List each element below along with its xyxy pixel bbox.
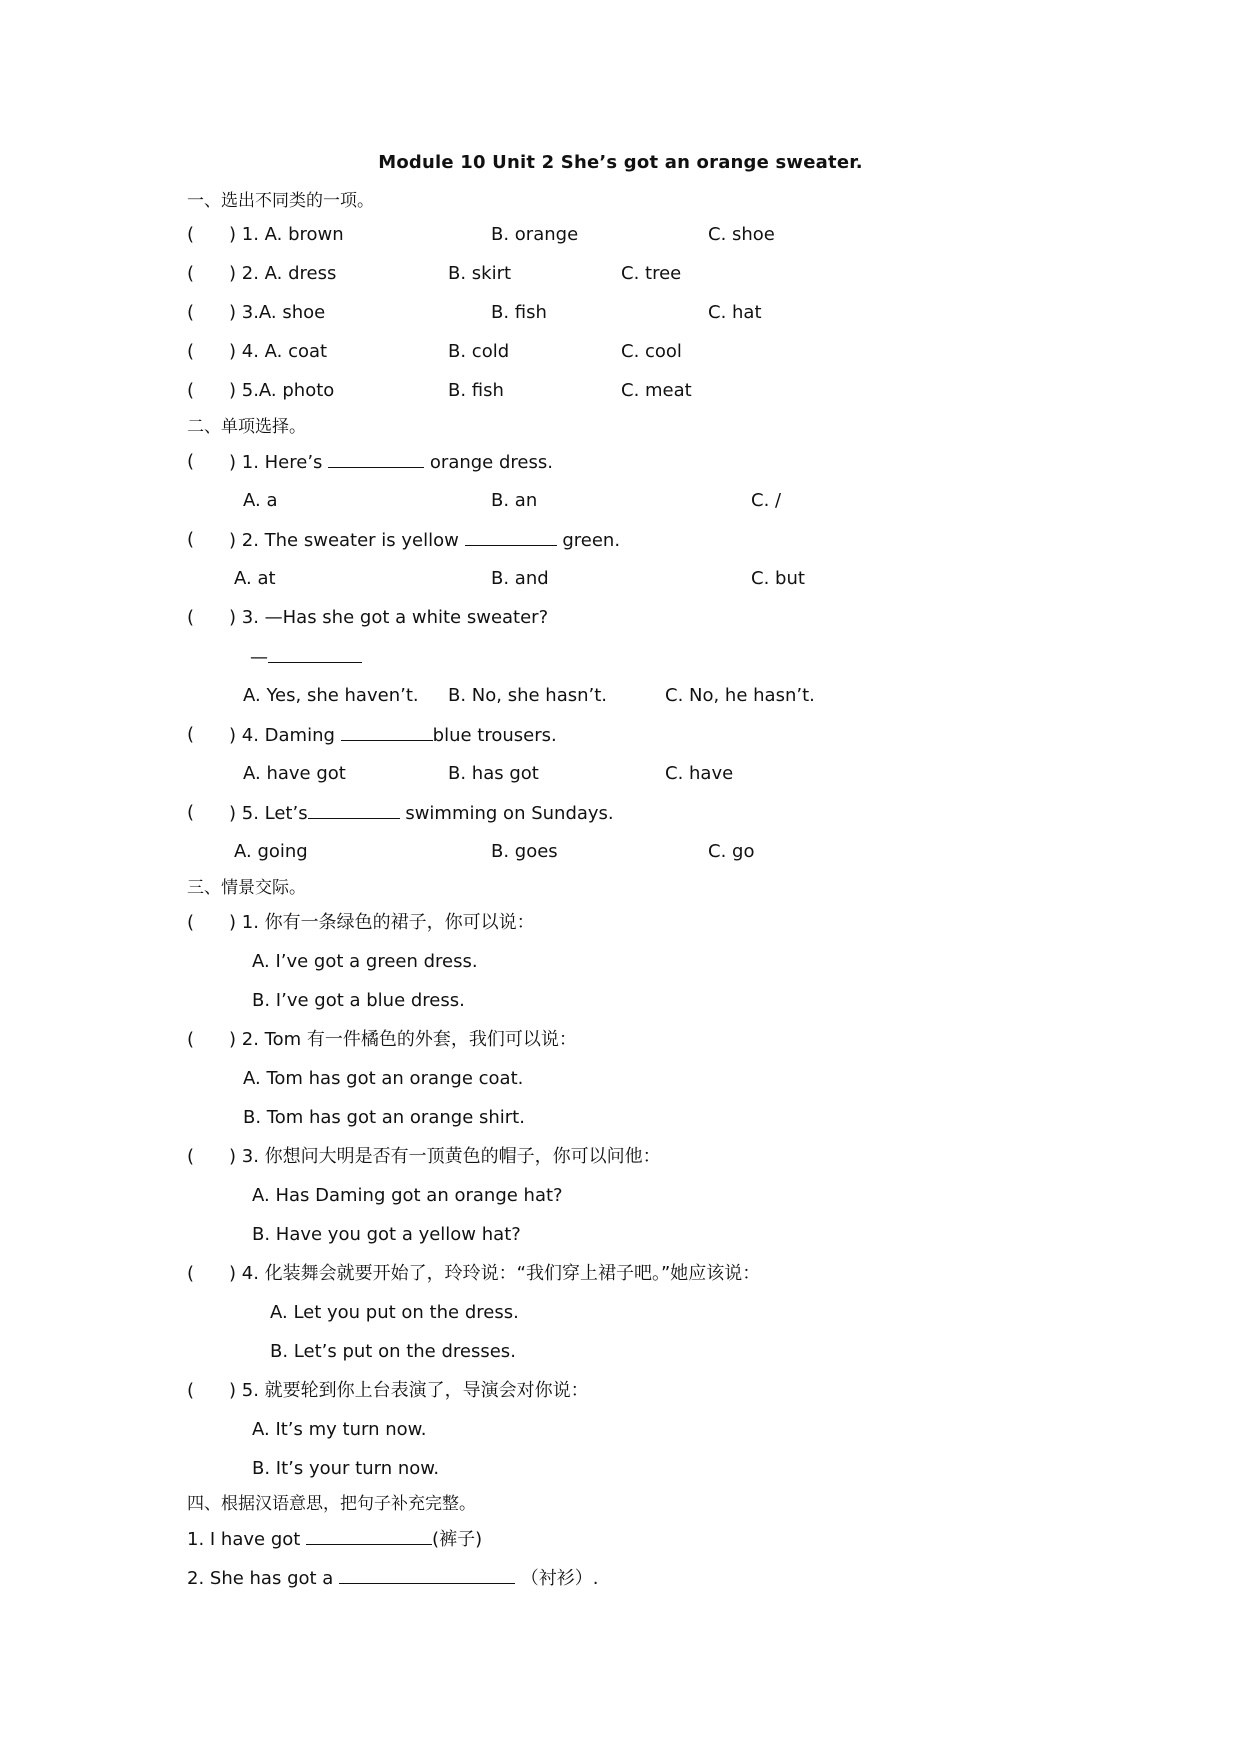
option-c: C. go xyxy=(708,841,755,862)
option-c: C. but xyxy=(751,568,805,589)
option-b: B. It’s your turn now. xyxy=(252,1458,440,1479)
question-4-stem: ) 4. 化装舞会就要开始了，玲玲说：“我们穿上裙子吧。”她应该说： xyxy=(229,1263,761,1284)
answer-blank[interactable] xyxy=(328,449,424,468)
option-b: B. an xyxy=(491,490,538,511)
option-a: A. Yes, she haven’t. xyxy=(243,685,419,706)
answer-paren-open: ( xyxy=(187,529,195,550)
question-2-stem: ) 2. Tom 有一件橘色的外套，我们可以说： xyxy=(229,1029,577,1050)
question-number-option-a: ) 3.A. shoe xyxy=(229,302,326,323)
question-3-stem: ) 3. 你想问大明是否有一顶黄色的帽子，你可以问他： xyxy=(229,1146,661,1167)
option-b: B. and xyxy=(491,568,549,589)
answer-paren-open: ( xyxy=(187,341,195,362)
option-b: B. has got xyxy=(448,763,539,784)
option-b: B. Tom has got an orange shirt. xyxy=(243,1107,525,1128)
answer-paren-open: ( xyxy=(187,224,195,245)
option-b: B. No, she hasn’t. xyxy=(448,685,608,706)
option-b: B. I’ve got a blue dress. xyxy=(252,990,465,1011)
answer-paren-open: ( xyxy=(187,451,195,472)
dialogue-answer: — xyxy=(250,644,362,671)
question-1-stem: ) 1. Here’s orange dress. xyxy=(229,449,553,476)
answer-paren-open: ( xyxy=(187,802,195,823)
option-a: A. have got xyxy=(243,763,346,784)
answer-paren-open: ( xyxy=(187,912,195,933)
sentence-2: 2. She has got a （衬衫）. xyxy=(187,1565,599,1592)
answer-blank[interactable] xyxy=(465,527,557,546)
question-number-option-a: ) 1. A. brown xyxy=(229,224,344,245)
option-c: C. cool xyxy=(621,341,682,362)
answer-blank[interactable] xyxy=(341,722,433,741)
option-c: C. No, he hasn’t. xyxy=(665,685,815,706)
option-b: B. goes xyxy=(491,841,558,862)
answer-paren-open: ( xyxy=(187,380,195,401)
question-5-stem: ) 5. Let’s swimming on Sundays. xyxy=(229,800,614,827)
answer-paren-open: ( xyxy=(187,1146,195,1167)
option-a: A. Let you put on the dress. xyxy=(270,1302,519,1323)
option-b: B. orange xyxy=(491,224,579,245)
option-b: B. fish xyxy=(448,380,504,401)
option-a: A. Tom has got an orange coat. xyxy=(243,1068,524,1089)
question-4-stem: ) 4. Daming blue trousers. xyxy=(229,722,557,749)
section-4-heading: 四、根据汉语意思，把句子补充完整。 xyxy=(187,1494,476,1514)
option-c: C. hat xyxy=(708,302,762,323)
option-a: A. going xyxy=(234,841,308,862)
option-a: A. a xyxy=(243,490,278,511)
answer-paren-open: ( xyxy=(187,607,195,628)
option-a: A. It’s my turn now. xyxy=(252,1419,427,1440)
page-title: Module 10 Unit 2 She’s got an orange sweater. xyxy=(378,152,863,173)
answer-paren-open: ( xyxy=(187,724,195,745)
question-number-option-a: ) 2. A. dress xyxy=(229,263,337,284)
option-b: B. fish xyxy=(491,302,547,323)
option-b: B. Let’s put on the dresses. xyxy=(270,1341,516,1362)
option-a: A. I’ve got a green dress. xyxy=(252,951,478,972)
option-c: C. / xyxy=(751,490,782,511)
answer-blank[interactable] xyxy=(306,1526,432,1545)
answer-paren-open: ( xyxy=(187,1380,195,1401)
option-a: A. at xyxy=(234,568,276,589)
answer-blank[interactable] xyxy=(308,800,400,819)
answer-paren-open: ( xyxy=(187,1029,195,1050)
option-b: B. skirt xyxy=(448,263,512,284)
answer-blank[interactable] xyxy=(339,1565,515,1584)
option-b: B. cold xyxy=(448,341,510,362)
option-a: A. Has Daming got an orange hat? xyxy=(252,1185,563,1206)
sentence-1: 1. I have got (裤子) xyxy=(187,1526,482,1553)
section-3-heading: 三、情景交际。 xyxy=(187,878,306,898)
option-c: C. have xyxy=(665,763,734,784)
question-number-option-a: ) 4. A. coat xyxy=(229,341,328,362)
answer-paren-open: ( xyxy=(187,1263,195,1284)
question-3-stem: ) 3. —Has she got a white sweater? xyxy=(229,607,549,628)
answer-paren-open: ( xyxy=(187,302,195,323)
answer-blank[interactable] xyxy=(268,644,362,663)
option-c: C. tree xyxy=(621,263,682,284)
option-c: C. meat xyxy=(621,380,692,401)
answer-paren-open: ( xyxy=(187,263,195,284)
section-1-heading: 一、选出不同类的一项。 xyxy=(187,191,374,211)
question-number-option-a: ) 5.A. photo xyxy=(229,380,335,401)
option-c: C. shoe xyxy=(708,224,775,245)
question-2-stem: ) 2. The sweater is yellow green. xyxy=(229,527,620,554)
question-5-stem: ) 5. 就要轮到你上台表演了，导演会对你说： xyxy=(229,1380,589,1401)
question-1-stem: ) 1. 你有一条绿色的裙子，你可以说： xyxy=(229,912,535,933)
section-2-heading: 二、单项选择。 xyxy=(187,417,306,437)
option-b: B. Have you got a yellow hat? xyxy=(252,1224,521,1245)
